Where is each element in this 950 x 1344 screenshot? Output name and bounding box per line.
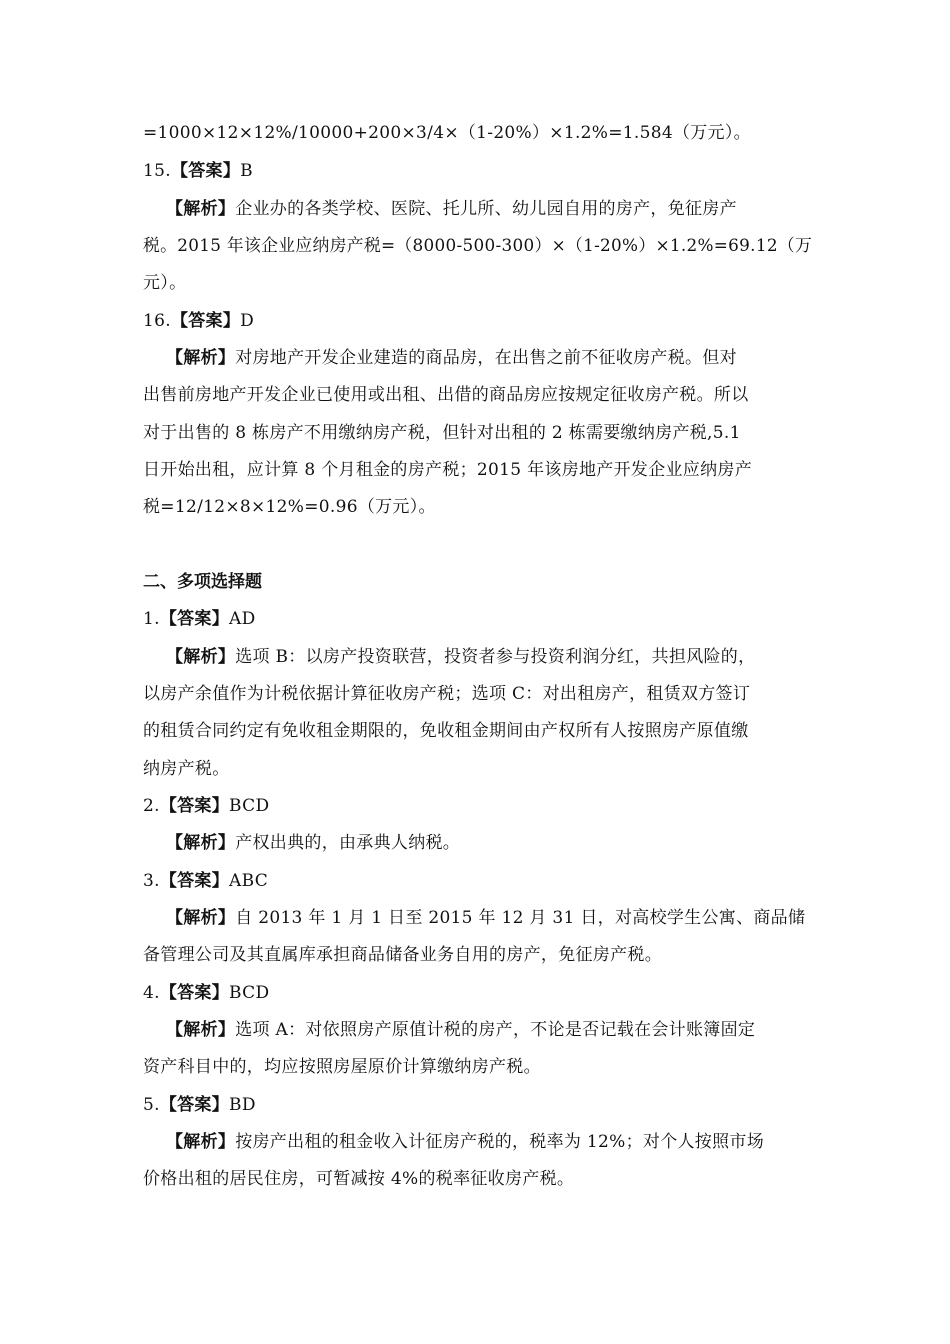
analysis-text: 对房地产开发企业建造的商品房，在出售之前不征收房产税。但对 <box>235 348 737 368</box>
answer-value: AD <box>229 609 256 629</box>
analysis-tag: 【解析】 <box>166 833 236 853</box>
answer-value: BD <box>229 1095 256 1115</box>
line-text: 价格出租的居民住房，可暂减按 4%的税率征收房产税。 <box>143 1169 575 1189</box>
line-text: 的租赁合同约定有免收租金期限的，免收租金期间由产权所有人按照房产原值缴 <box>143 721 749 741</box>
text-line <box>143 421 741 445</box>
analysis-line <box>166 1130 764 1154</box>
line-text: 资产科目中的，均应按照房屋原价计算缴纳房产税。 <box>143 1057 541 1077</box>
analysis-text: 选项 A：对依照房产原值计税的房产，不论是否记载在会计账簿固定 <box>235 1020 756 1040</box>
answer-value: BCD <box>229 983 270 1003</box>
line-text: 备管理公司及其直属库承担商品储备业务自用的房产，免征房产税。 <box>143 945 662 965</box>
text-line <box>143 121 751 145</box>
answer-line-4 <box>143 981 269 1005</box>
analysis-tag: 【解析】 <box>166 647 236 667</box>
line-text: 税。2015 年该企业应纳房产税=（8000-500-300）×（1-20%）×1.2%=69.12（万 <box>143 236 813 256</box>
analysis-tag: 【解析】 <box>166 1020 236 1040</box>
analysis-text: 产权出典的，由承典人纳税。 <box>235 833 461 853</box>
text-line <box>143 682 750 706</box>
answer-tag: 【答案】 <box>159 609 230 629</box>
text-line <box>143 943 662 967</box>
question-number: 1. <box>143 609 160 629</box>
answer-tag: 【答案】 <box>170 161 241 181</box>
question-number: 15. <box>143 161 171 181</box>
answer-tag: 【答案】 <box>159 1095 230 1115</box>
text-line <box>143 383 749 407</box>
answer-value: B <box>240 161 253 181</box>
text-line <box>143 271 186 295</box>
line-text: 纳房产税。 <box>143 759 230 779</box>
answer-line-16 <box>143 309 254 333</box>
analysis-tag: 【解析】 <box>166 908 236 928</box>
answer-line-2 <box>143 794 269 818</box>
text-line <box>143 495 436 519</box>
answer-value: D <box>240 311 255 331</box>
text-line <box>143 1055 541 1079</box>
analysis-line <box>166 197 737 221</box>
answer-tag: 【答案】 <box>170 311 241 331</box>
line-text: 以房产余值作为计税依据计算征收房产税；选项 C：对出租房产，租赁双方签订 <box>143 684 751 704</box>
question-number: 16. <box>143 311 171 331</box>
analysis-tag: 【解析】 <box>166 1132 236 1152</box>
analysis-line <box>166 346 737 370</box>
line-text: 日开始出租，应计算 8 个月租金的房产税；2015 年该房地产开发企业应纳房产 <box>143 460 752 480</box>
line-text: =1000×12×12%/10000+200×3/4×（1-20%）×1.2%=1.584（万元）。 <box>143 123 751 143</box>
analysis-line <box>166 645 755 669</box>
answer-value: ABC <box>229 871 269 891</box>
text-line <box>143 458 752 482</box>
analysis-text: 选项 B：以房产投资联营，投资者参与投资利润分红，共担风险的， <box>235 647 756 667</box>
section-heading: 二、多项选择题 <box>143 572 262 592</box>
question-number: 4. <box>143 983 160 1003</box>
line-text: 对于出售的 8 栋房产不用缴纳房产税，但针对出租的 2 栋需要缴纳房产税,5.1 <box>143 423 741 443</box>
text-line <box>143 719 749 743</box>
answer-value: BCD <box>229 796 270 816</box>
analysis-tag: 【解析】 <box>166 348 236 368</box>
analysis-line <box>166 906 805 930</box>
analysis-text: 按房产出租的租金收入计征房产税的，税率为 12%；对个人按照市场 <box>235 1132 764 1152</box>
question-number: 5. <box>143 1095 160 1115</box>
text-line <box>143 757 230 781</box>
analysis-line <box>166 1018 755 1042</box>
line-text: 税=12/12×8×12%=0.96（万元）。 <box>143 497 436 517</box>
answer-line-1 <box>143 607 256 631</box>
answer-line-15 <box>143 159 253 183</box>
answer-tag: 【答案】 <box>159 796 230 816</box>
analysis-line <box>166 831 460 855</box>
analysis-text: 企业办的各类学校、医院、托儿所、幼儿园自用的房产，免征房产 <box>235 199 737 219</box>
answer-line-3 <box>143 869 268 893</box>
question-number: 2. <box>143 796 160 816</box>
answer-tag: 【答案】 <box>159 983 230 1003</box>
text-line <box>143 234 812 258</box>
answer-line-5 <box>143 1093 256 1117</box>
analysis-text: 自 2013 年 1 月 1 日至 2015 年 12 月 31 日，对高校学生公寓、商品储 <box>235 908 806 928</box>
text-line <box>143 1167 574 1191</box>
answer-tag: 【答案】 <box>159 871 230 891</box>
question-number: 3. <box>143 871 160 891</box>
line-text: 元）。 <box>143 273 187 293</box>
analysis-tag: 【解析】 <box>166 199 236 219</box>
line-text: 出售前房地产开发企业已使用或出租、出借的商品房应按规定征收房产税。所以 <box>143 385 749 405</box>
